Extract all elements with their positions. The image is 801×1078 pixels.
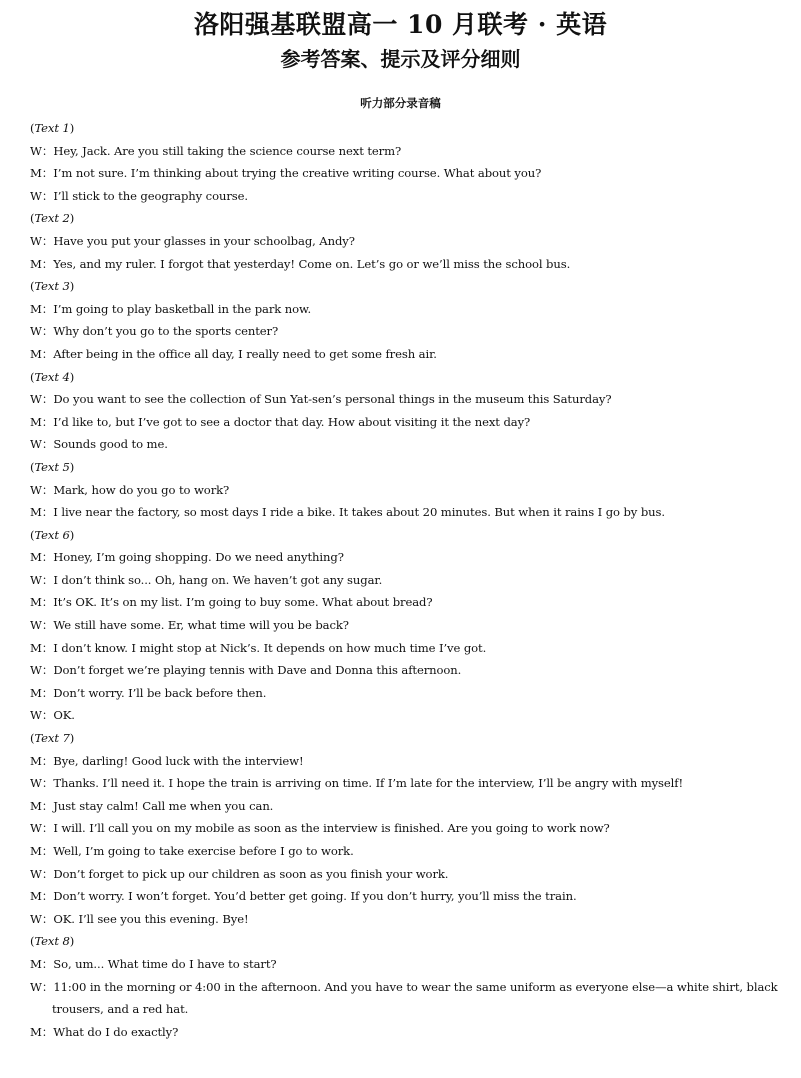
speaker-tag: M xyxy=(30,640,42,655)
speaker-tag: M xyxy=(30,685,42,700)
speaker-tag: M xyxy=(30,844,42,858)
speaker-colon: ： xyxy=(41,956,54,971)
dialogue-text: Have you put your glasses in your schoolbag, Andy? xyxy=(53,233,355,248)
speaker-colon: ： xyxy=(41,392,54,407)
speaker-tag: M xyxy=(30,414,42,429)
dialogue-text: I’m not sure. I’m thinking about trying the creative writing course. What about you? xyxy=(53,166,542,181)
speaker-tag: W xyxy=(30,233,42,248)
dialogue-line xyxy=(30,501,778,524)
dialogue-line xyxy=(30,411,778,434)
document-title: 洛阳强基联盟高一 10 月联考 · 英语 xyxy=(193,10,608,39)
dialogue-text: What do I do exactly? xyxy=(53,1024,179,1039)
speaker-colon: ： xyxy=(41,663,54,678)
dialogue-line xyxy=(30,140,778,163)
dialogue-line xyxy=(30,682,778,705)
speaker-tag: W xyxy=(30,392,42,407)
dialogue-text: I’ll stick to the geography course. xyxy=(53,188,248,203)
document-subtitle: 参考答案、提示及评分细则 xyxy=(280,47,521,71)
dialogue-text: Don’t worry. I won’t forget. You’d better get going. If you don’t hurry, you’ll miss the train. xyxy=(53,889,577,904)
speaker-tag: M xyxy=(30,956,42,971)
dialogue-text: OK. I’ll see you this evening. Bye! xyxy=(53,911,249,926)
dialogue-text: It’s OK. It’s on my list. I’m going to buy some. What about bread? xyxy=(53,595,433,610)
text-section-label-text: Text 4 xyxy=(34,369,70,384)
text-section-label: (Text 8) xyxy=(30,934,75,949)
speaker-colon: ： xyxy=(41,256,54,271)
text-section-label: (Text 3) xyxy=(30,279,75,294)
speaker-tag: W xyxy=(30,572,42,587)
speaker-tag: M xyxy=(30,889,42,904)
speaker-colon: ： xyxy=(41,979,54,994)
speaker-colon: ： xyxy=(41,437,54,452)
text-section-label-text: Text 6 xyxy=(34,527,70,542)
speaker-colon: ： xyxy=(41,595,54,610)
dialogue-line xyxy=(30,479,778,502)
speaker-tag: W xyxy=(30,979,42,994)
speaker-tag: W xyxy=(30,708,42,723)
speaker-colon: ： xyxy=(41,821,54,836)
speaker-tag: W xyxy=(30,143,42,158)
dialogue-line xyxy=(30,569,778,592)
speaker-colon: ： xyxy=(41,572,54,587)
dialogue-text: Sounds good to me. xyxy=(53,437,168,452)
speaker-tag: W xyxy=(30,663,42,678)
dialogue-line xyxy=(30,253,778,276)
section-heading: 听力部分录音稿 xyxy=(360,96,441,110)
dialogue-text: I’d like to, but I’ve got to see a doctor that day. How about visiting it the next day? xyxy=(53,414,531,429)
dialogue-line xyxy=(30,637,778,660)
dialogue-line xyxy=(30,953,778,976)
dialogue-text: Don’t forget we’re playing tennis with Dave and Donna this afternoon. xyxy=(53,663,462,678)
dialogue-text: Hey, Jack. Are you still taking the science course next term? xyxy=(53,143,402,158)
text-section-label-text: Text 8 xyxy=(34,934,70,949)
dialogue-line xyxy=(30,185,778,208)
speaker-colon: ： xyxy=(41,753,54,768)
speaker-colon: ： xyxy=(41,911,54,926)
dialogue-text: Why don’t you go to the sports center? xyxy=(53,324,279,339)
speaker-colon: ： xyxy=(41,618,54,633)
dialogue-line xyxy=(30,433,778,456)
transcript-list xyxy=(30,117,778,1043)
dialogue-line xyxy=(30,750,778,773)
speaker-colon: ： xyxy=(41,482,54,497)
dialogue-text: I will. I’ll call you on my mobile as soon as the interview is finished. Are you going to work now? xyxy=(53,821,610,836)
speaker-colon: ： xyxy=(41,640,54,655)
dialogue-text: Thanks. I’ll need it. I hope the train is arriving on time. If I’m late for the interview, I’ll be angry with myself! xyxy=(53,776,684,791)
speaker-colon: ： xyxy=(41,776,54,791)
dialogue-line xyxy=(30,863,778,886)
dialogue-text: I live near the factory, so most days I ride a bike. It takes about 20 minutes. But when it rains I go by bus. xyxy=(53,505,665,520)
speaker-colon: ： xyxy=(41,324,54,339)
speaker-tag: M xyxy=(30,595,42,610)
text-section-label-text: Text 7 xyxy=(34,731,70,746)
dialogue-line xyxy=(30,772,778,795)
dialogue-text: Don’t worry. I’ll be back before then. xyxy=(53,685,267,700)
speaker-tag: M xyxy=(30,301,42,316)
dialogue-line xyxy=(30,320,778,343)
dialogue-line xyxy=(30,162,778,185)
text-section-label-text: Text 5 xyxy=(34,459,70,474)
dialogue-text: OK. xyxy=(53,708,75,723)
speaker-colon: ： xyxy=(41,708,54,723)
dialogue-text: Mark, how do you go to work? xyxy=(53,482,230,497)
speaker-colon: ： xyxy=(41,233,54,248)
speaker-tag: W xyxy=(30,911,42,926)
speaker-tag: W xyxy=(30,618,42,633)
speaker-tag: W xyxy=(30,437,42,452)
text-section-label: (Text 2) xyxy=(30,211,75,226)
dialogue-line xyxy=(30,614,778,637)
text-section-label: (Text 4) xyxy=(30,369,75,384)
dialogue-line xyxy=(30,704,778,727)
dialogue-line xyxy=(30,817,778,840)
dialogue-line xyxy=(30,546,778,569)
dialogue-line xyxy=(30,840,778,863)
speaker-colon: ： xyxy=(41,1024,54,1039)
speaker-colon: ： xyxy=(41,866,54,881)
speaker-colon: ： xyxy=(41,798,54,813)
speaker-tag: W xyxy=(30,324,42,339)
speaker-colon: ： xyxy=(41,414,54,429)
speaker-colon: ： xyxy=(41,301,54,316)
dialogue-text: I don’t think so... Oh, hang on. We haven’t got any sugar. xyxy=(53,572,383,587)
dialogue-text: Bye, darling! Good luck with the interview! xyxy=(53,753,304,768)
text-section-label-text: Text 2 xyxy=(34,211,70,226)
dialogue-text: Don’t forget to pick up our children as soon as you finish your work. xyxy=(53,866,449,881)
speaker-tag: M xyxy=(30,256,42,271)
speaker-colon: ： xyxy=(41,166,54,181)
speaker-colon: ： xyxy=(41,143,54,158)
dialogue-text: Just stay calm! Call me when you can. xyxy=(53,798,274,813)
speaker-tag: W xyxy=(30,482,42,497)
dialogue-line xyxy=(30,230,778,253)
dialogue-text: Yes, and my ruler. I forgot that yesterday! Come on. Let’s go or we’ll miss the school bus. xyxy=(53,256,571,271)
dialogue-line xyxy=(30,388,778,411)
text-section-label-text: Text 3 xyxy=(34,279,70,294)
speaker-tag: M xyxy=(30,1024,42,1039)
speaker-colon: ： xyxy=(41,188,54,203)
speaker-tag: W xyxy=(30,866,42,881)
dialogue-text: Well, I’m going to take exercise before I go to work. xyxy=(53,844,354,858)
dialogue-line xyxy=(30,298,778,321)
dialogue-text: After being in the office all day, I really need to get some fresh air. xyxy=(53,346,437,361)
dialogue-text: Do you want to see the collection of Sun Yat-sen’s personal things in the museum this Saturday? xyxy=(53,392,612,407)
dialogue-line xyxy=(30,659,778,682)
dialogue-line xyxy=(30,908,778,931)
dialogue-line xyxy=(30,1021,778,1044)
dialogue-text: I’m going to play basketball in the park now. xyxy=(53,301,312,316)
text-section-label: (Text 5) xyxy=(30,459,75,474)
dialogue-line xyxy=(30,591,778,614)
speaker-colon: ： xyxy=(41,550,54,565)
speaker-colon: ： xyxy=(41,685,54,700)
speaker-colon: ： xyxy=(41,844,54,858)
dialogue-text: Honey, I’m going shopping. Do we need anything? xyxy=(53,550,344,565)
speaker-tag: M xyxy=(30,550,42,565)
text-section-label: (Text 1) xyxy=(30,121,75,135)
text-section-label: (Text 6) xyxy=(30,527,75,542)
speaker-tag: W xyxy=(30,188,42,203)
speaker-colon: ： xyxy=(41,505,54,520)
speaker-tag: W xyxy=(30,776,42,791)
speaker-tag: M xyxy=(30,798,42,813)
text-section-label: (Text 7) xyxy=(30,731,75,746)
speaker-tag: M xyxy=(30,505,42,520)
dialogue-text: 11:00 in the morning or 4:00 in the afternoon. And you have to wear the same uniform as everyone else—a white shirt, black trousers, and a red hat. xyxy=(52,979,778,1017)
dialogue-line xyxy=(30,885,778,908)
dialogue-line xyxy=(30,976,778,1021)
speaker-tag: M xyxy=(30,346,42,361)
dialogue-text: I don’t know. I might stop at Nick’s. It depends on how much time I’ve got. xyxy=(53,640,487,655)
speaker-tag: W xyxy=(30,821,42,836)
speaker-colon: ： xyxy=(41,889,54,904)
speaker-tag: M xyxy=(30,753,42,768)
speaker-colon: ： xyxy=(41,346,54,361)
speaker-tag: M xyxy=(30,166,42,181)
dialogue-line xyxy=(30,343,778,366)
text-section-label-text: Text 1 xyxy=(34,121,70,135)
dialogue-text: We still have some. Er, what time will you be back? xyxy=(53,618,349,633)
dialogue-text: So, um... What time do I have to start? xyxy=(53,956,277,971)
dialogue-line xyxy=(30,795,778,818)
